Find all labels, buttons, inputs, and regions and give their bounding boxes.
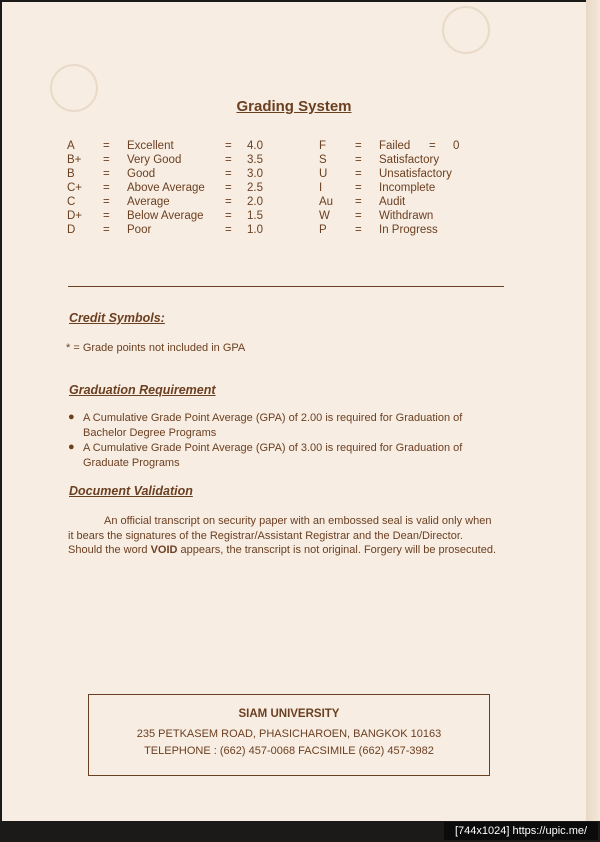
- graduation-item-line: Graduate Programs: [83, 456, 180, 469]
- grade-row: [319, 167, 489, 181]
- grade-code: P: [319, 224, 327, 236]
- equals-sign: =: [225, 154, 232, 166]
- validation-text: Should the word: [68, 544, 151, 556]
- grade-code: S: [319, 154, 327, 166]
- validation-text: appears, the transcript is not original. Forgery will be prosecuted.: [177, 544, 497, 556]
- grade-row: [319, 139, 489, 153]
- equals-sign: =: [225, 168, 232, 180]
- validation-line: [68, 543, 508, 558]
- grade-row: [67, 181, 287, 195]
- grade-description: Excellent: [127, 140, 174, 152]
- equals-sign: =: [355, 182, 362, 194]
- equals-sign: =: [103, 196, 110, 208]
- grade-code: I: [319, 182, 323, 194]
- grade-description: Audit: [379, 196, 406, 208]
- grade-points: 1.0: [247, 224, 263, 236]
- grade-row: [67, 153, 287, 167]
- grade-description: In Progress: [379, 224, 438, 236]
- grade-points: 4.0: [247, 140, 263, 152]
- equals-sign: =: [103, 168, 110, 180]
- university-address: 235 PETKASEM ROAD, PHASICHAROEN, BANGKOK 10163: [136, 728, 442, 740]
- equals-sign: =: [225, 182, 232, 194]
- grade-description: Incomplete: [379, 182, 436, 194]
- equals-sign: =: [225, 210, 232, 222]
- bullet-icon: ●: [68, 441, 75, 453]
- document-page: [2, 2, 587, 821]
- void-keyword: VOID: [150, 544, 178, 556]
- grade-code: W: [319, 210, 330, 222]
- address-box: [88, 694, 490, 776]
- grade-row: [67, 209, 287, 223]
- graduation-item: [83, 411, 513, 440]
- validation-line: An official transcript on security paper with an embossed seal is valid only when: [104, 515, 492, 527]
- university-contact: TELEPHONE : (662) 457-0068 FACSIMILE (662) 457-3982: [144, 745, 434, 757]
- equals-sign: =: [103, 154, 110, 166]
- grade-code: F: [319, 140, 327, 152]
- page-title: Grading System: [236, 98, 352, 115]
- equals-sign: =: [103, 140, 110, 152]
- graduation-heading: Graduation Requirement: [69, 383, 216, 397]
- grade-code: U: [319, 168, 328, 180]
- equals-sign: =: [355, 154, 362, 166]
- grade-description: Average: [127, 196, 170, 208]
- grade-code: D: [67, 224, 76, 236]
- grade-description: Very Good: [127, 154, 182, 166]
- equals-sign: =: [103, 182, 110, 194]
- grade-points: 0: [453, 140, 460, 152]
- grade-points: 2.5: [247, 182, 263, 194]
- graduation-item-line: Bachelor Degree Programs: [83, 426, 217, 439]
- page-edge: [586, 0, 600, 821]
- grade-table-left: [67, 139, 287, 237]
- grade-description: Above Average: [127, 182, 205, 194]
- grade-row: [319, 209, 489, 223]
- equals-sign: =: [355, 210, 362, 222]
- equals-sign: =: [429, 140, 436, 152]
- grade-description: Failed: [379, 140, 411, 152]
- equals-sign: =: [225, 224, 232, 236]
- grade-table-right: [319, 139, 489, 237]
- grade-row: [319, 181, 489, 195]
- grade-code: D+: [67, 210, 83, 222]
- grade-description: Unsatisfactory: [379, 168, 452, 180]
- equals-sign: =: [225, 196, 232, 208]
- grade-code: C: [67, 196, 76, 208]
- grade-row: [67, 139, 287, 153]
- grade-description: Withdrawn: [379, 210, 434, 222]
- grade-description: Below Average: [127, 210, 204, 222]
- equals-sign: =: [355, 224, 362, 236]
- graduation-item-line: A Cumulative Grade Point Average (GPA) of 3.00 is required for Graduation of: [83, 442, 463, 454]
- grade-description: Poor: [127, 224, 152, 236]
- grade-code: Au: [319, 196, 334, 208]
- validation-line: it bears the signatures of the Registrar/Assistant Registrar and the Dean/Director.: [68, 529, 463, 542]
- grade-row: [319, 195, 489, 209]
- graduation-item-line: A Cumulative Grade Point Average (GPA) of 2.00 is required for Graduation of: [83, 412, 463, 424]
- grade-points: 3.0: [247, 168, 263, 180]
- grade-code: A: [67, 140, 75, 152]
- bullet-icon: ●: [68, 411, 75, 423]
- graduation-item: [83, 441, 513, 470]
- grade-description: Good: [127, 168, 156, 180]
- credit-symbols-text: * = Grade points not included in GPA: [66, 342, 246, 354]
- equals-sign: =: [103, 224, 110, 236]
- credit-symbols-heading: Credit Symbols:: [69, 311, 165, 325]
- grade-code: C+: [67, 182, 83, 194]
- faint-seal-right: [442, 6, 490, 54]
- equals-sign: =: [225, 140, 232, 152]
- grade-points: 3.5: [247, 154, 263, 166]
- grade-points: 1.5: [247, 210, 263, 222]
- grade-description: Satisfactory: [379, 154, 440, 166]
- equals-sign: =: [355, 168, 362, 180]
- image-watermark: [744x1024] https://upic.me/: [444, 822, 598, 840]
- equals-sign: =: [355, 196, 362, 208]
- section-divider: [68, 286, 504, 287]
- grade-row: [319, 153, 489, 167]
- grade-row: [67, 167, 287, 181]
- grade-row: [67, 195, 287, 209]
- equals-sign: =: [355, 140, 362, 152]
- grade-code: B+: [67, 154, 82, 166]
- validation-paragraph: [68, 514, 508, 558]
- equals-sign: =: [103, 210, 110, 222]
- grade-points: 2.0: [247, 196, 263, 208]
- grade-row: [319, 223, 489, 237]
- grade-code: B: [67, 168, 75, 180]
- university-name: SIAM UNIVERSITY: [238, 708, 340, 720]
- grade-row: [67, 223, 287, 237]
- validation-heading: Document Validation: [69, 484, 193, 498]
